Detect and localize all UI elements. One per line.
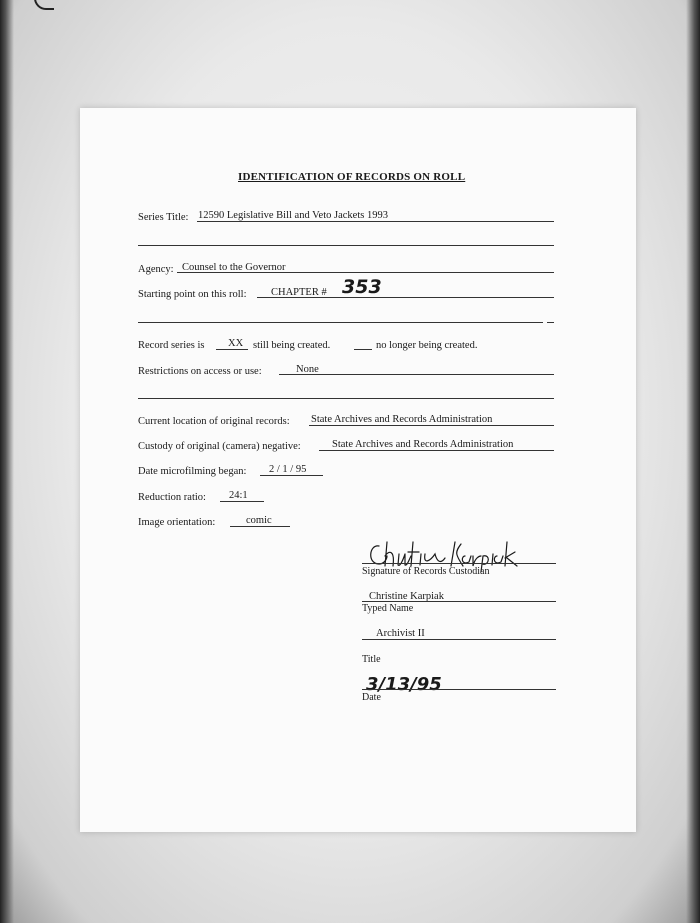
form-sheet [80, 108, 636, 832]
starting-point-line-tail [547, 322, 554, 323]
series-title-label: Series Title: [138, 212, 189, 223]
restrictions-value: None [296, 364, 319, 375]
custody-value: State Archives and Records Administration [332, 439, 514, 450]
film-edge-right [686, 0, 700, 923]
starting-point-value: CHAPTER # [271, 287, 327, 298]
current-location-value: State Archives and Records Administration [311, 414, 493, 425]
series-title-value: 12590 Legislative Bill and Veto Jackets 1993 [198, 210, 388, 221]
form-title: IDENTIFICATION OF RECORDS ON ROLL [238, 171, 466, 183]
series-title-line-2 [138, 245, 554, 246]
typed-name-label: Typed Name [362, 603, 414, 614]
series-title-line [197, 221, 554, 222]
date-began-value: 2 / 1 / 95 [269, 464, 307, 475]
title-value: Archivist II [376, 628, 425, 639]
image-orientation-line [230, 526, 290, 527]
no-longer-mark-line [354, 349, 372, 350]
signature-label: Signature of Records Custodian [362, 566, 490, 577]
starting-point-line [257, 297, 554, 298]
typed-name-line [362, 601, 556, 602]
reduction-ratio-value: 24:1 [229, 490, 248, 501]
record-series-label: Record series is [138, 340, 205, 351]
film-edge-left [0, 0, 14, 923]
image-orientation-value: comic [246, 515, 272, 526]
date-label: Date [362, 692, 381, 703]
reduction-ratio-line [220, 501, 264, 502]
starting-point-label: Starting point on this roll: [138, 289, 247, 300]
current-location-line [309, 425, 554, 426]
date-began-line [260, 475, 323, 476]
date-line [362, 689, 556, 690]
image-orientation-label: Image orientation: [138, 517, 216, 528]
typed-name-value: Christine Karpiak [369, 591, 444, 602]
no-longer-being-created: no longer being created. [376, 340, 478, 351]
record-series-mark: XX [228, 338, 244, 349]
title-line [362, 639, 556, 640]
date-handwritten: 3/13/95 [366, 674, 442, 695]
signature-line [362, 563, 556, 564]
starting-point-handwritten: 353 [342, 276, 382, 298]
record-series-mark-line [216, 349, 248, 350]
still-being-created: still being created. [253, 340, 331, 351]
restrictions-label: Restrictions on access or use: [138, 366, 262, 377]
agency-value: Counsel to the Governor [182, 262, 286, 273]
current-location-label: Current location of original records: [138, 416, 290, 427]
reduction-ratio-label: Reduction ratio: [138, 492, 206, 503]
agency-label: Agency: [138, 264, 174, 275]
custody-label: Custody of original (camera) negative: [138, 441, 301, 452]
film-corner-mark [34, 0, 54, 10]
restrictions-line-2 [138, 398, 554, 399]
agency-line [177, 272, 554, 273]
date-began-label: Date microfilming began: [138, 466, 247, 477]
custody-line [319, 450, 554, 451]
starting-point-line-2 [138, 322, 543, 323]
title-label: Title [362, 654, 381, 665]
restrictions-line [279, 374, 554, 375]
